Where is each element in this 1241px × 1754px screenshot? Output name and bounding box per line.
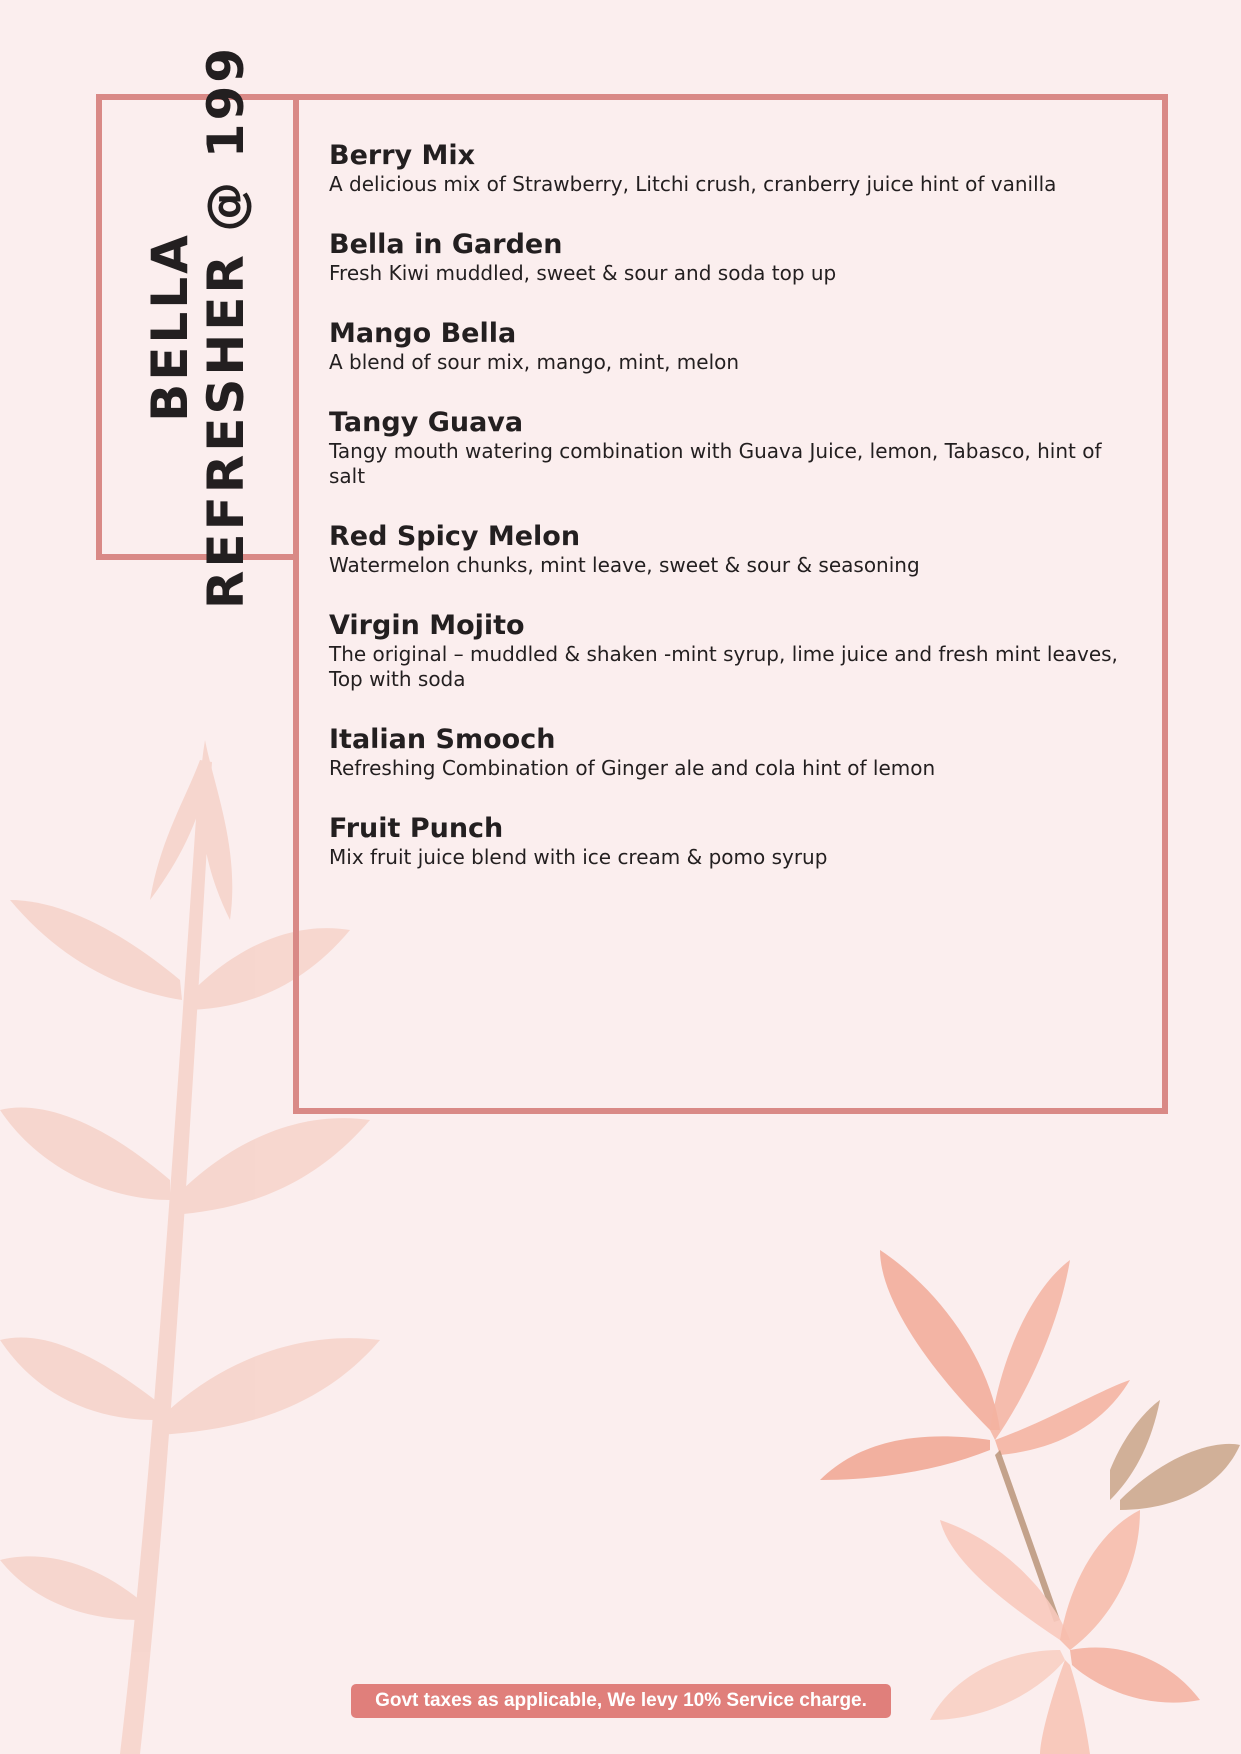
menu-item-name: Mango Bella bbox=[329, 318, 517, 349]
menu-list bbox=[329, 140, 1138, 902]
menu-item-bella-in-garden bbox=[329, 229, 1138, 286]
menu-item-name: Berry Mix bbox=[329, 140, 476, 171]
category-title bbox=[142, 45, 254, 609]
menu-item-description: Fresh Kiwi muddled, sweet & sour and soda top up bbox=[329, 261, 837, 285]
menu-item-name: Italian Smooch bbox=[329, 724, 556, 755]
menu-item-description: A blend of sour mix, mango, mint, melon bbox=[329, 350, 740, 374]
category-title-line-2: REFRESHER @ 199 bbox=[197, 44, 255, 610]
menu-item-description: Mix fruit juice blend with ice cream & pomo syrup bbox=[329, 845, 828, 869]
menu-item-name: Tangy Guava bbox=[329, 407, 524, 438]
menu-item-berry-mix bbox=[329, 140, 1138, 197]
menu-item-fruit-punch bbox=[329, 813, 1138, 870]
menu-item-mango-bella bbox=[329, 318, 1138, 375]
menu-item-red-spicy-melon bbox=[329, 521, 1138, 578]
menu-item-description: A delicious mix of Strawberry, Litchi crush, cranberry juice hint of vanilla bbox=[329, 172, 1057, 196]
menu-item-tangy-guava bbox=[329, 407, 1138, 489]
tax-note-badge: Govt taxes as applicable, We levy 10% Service charge. bbox=[351, 1684, 891, 1718]
menu-items-panel bbox=[293, 94, 1168, 1114]
menu-item-description: The original – muddled & shaken -mint syrup, lime juice and fresh mint leaves, Top with soda bbox=[329, 642, 1118, 691]
menu-item-name: Fruit Punch bbox=[329, 813, 504, 844]
menu-item-description: Watermelon chunks, mint leave, sweet & sour & seasoning bbox=[329, 553, 920, 577]
menu-item-description: Refreshing Combination of Ginger ale and cola hint of lemon bbox=[329, 756, 936, 780]
category-title-line-1: BELLA bbox=[141, 232, 199, 422]
category-title-panel bbox=[96, 44, 294, 610]
lily-flower-illustration bbox=[820, 1250, 1240, 1754]
menu-item-name: Red Spicy Melon bbox=[329, 521, 581, 552]
menu-item-italian-smooch bbox=[329, 724, 1138, 781]
menu-item-description: Tangy mouth watering combination with Guava Juice, lemon, Tabasco, hint of salt bbox=[329, 439, 1102, 488]
menu-item-name: Virgin Mojito bbox=[329, 610, 525, 641]
menu-item-virgin-mojito bbox=[329, 610, 1138, 692]
menu-item-name: Bella in Garden bbox=[329, 229, 563, 260]
